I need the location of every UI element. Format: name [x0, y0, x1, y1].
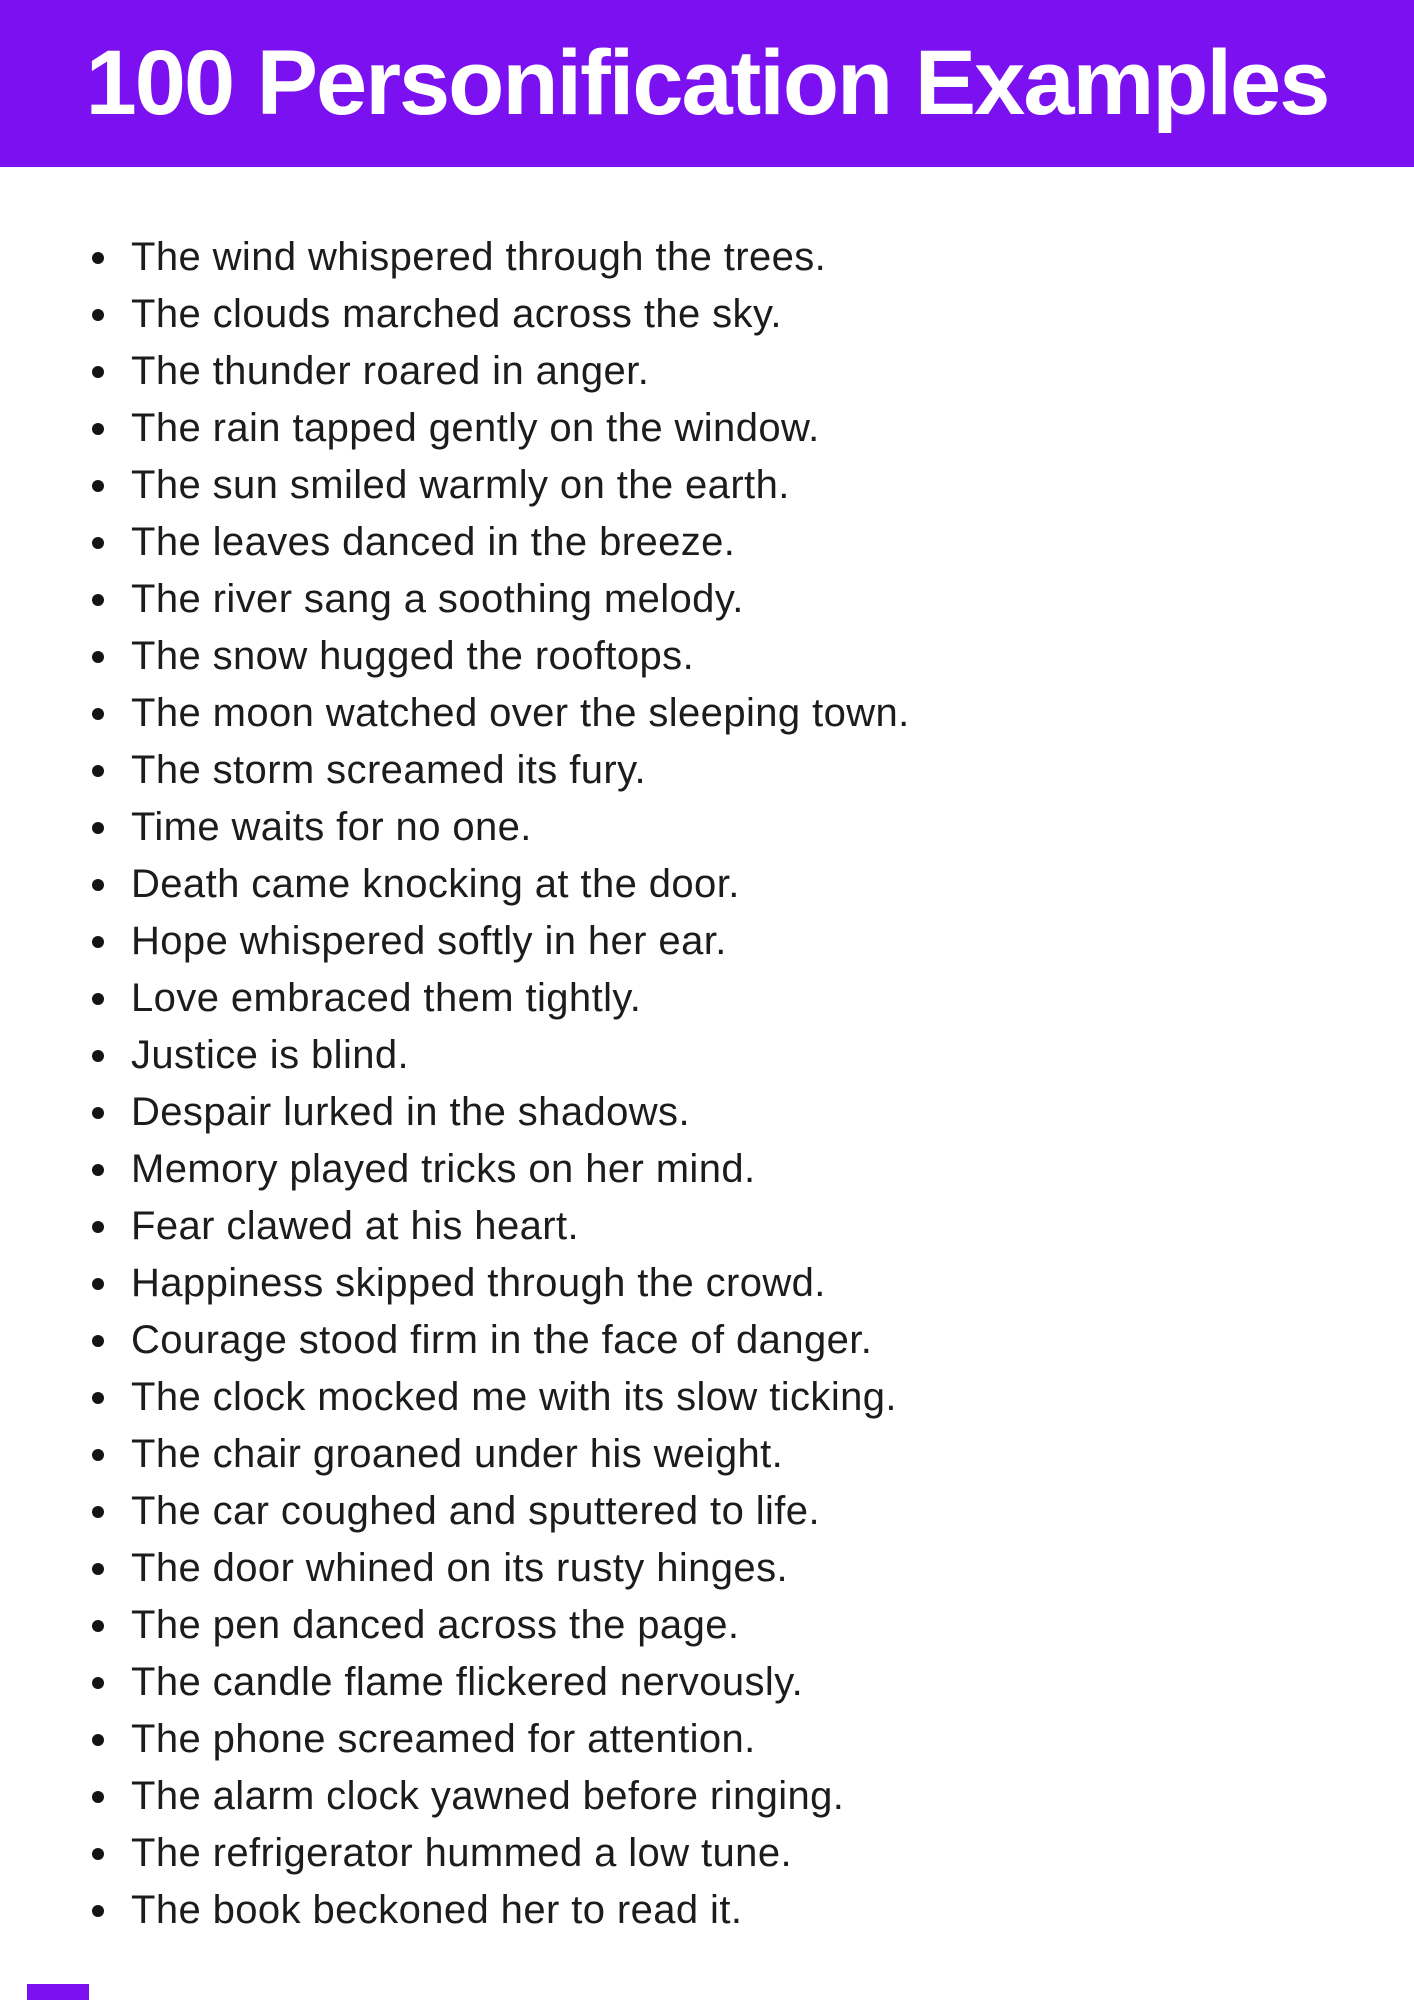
bullet-icon	[92, 1050, 104, 1062]
list-item	[0, 1255, 1414, 1312]
bullet-icon	[92, 1107, 104, 1119]
next-page-banner-peek	[27, 1984, 89, 2000]
example-text: The candle flame flickered nervously.	[131, 1660, 804, 1704]
list-item	[0, 856, 1414, 913]
bullet-icon	[92, 993, 104, 1005]
bullet-icon	[92, 1905, 104, 1917]
bullet-icon	[92, 252, 104, 264]
example-text: The thunder roared in anger.	[131, 349, 650, 393]
list-item	[0, 1483, 1414, 1540]
example-text: The leaves danced in the breeze.	[131, 520, 736, 564]
bullet-icon	[92, 1791, 104, 1803]
example-text: Happiness skipped through the crowd.	[131, 1261, 826, 1305]
list-item	[0, 799, 1414, 856]
bullet-icon	[92, 1506, 104, 1518]
example-text: The clouds marched across the sky.	[131, 292, 782, 336]
list-item	[0, 286, 1414, 343]
example-text: The sun smiled warmly on the earth.	[131, 463, 790, 507]
list-item	[0, 1597, 1414, 1654]
list-item	[0, 913, 1414, 970]
example-text: The door whined on its rusty hinges.	[131, 1546, 788, 1590]
list-item	[0, 400, 1414, 457]
example-text: Love embraced them tightly.	[131, 976, 642, 1020]
bullet-icon	[92, 651, 104, 663]
example-text: The rain tapped gently on the window.	[131, 406, 820, 450]
example-text: Hope whispered softly in her ear.	[131, 919, 727, 963]
list-item	[0, 514, 1414, 571]
example-text: The snow hugged the rooftops.	[131, 634, 695, 678]
bullet-icon	[92, 765, 104, 777]
bullet-icon	[92, 1221, 104, 1233]
example-text: The clock mocked me with its slow ticking.	[131, 1375, 897, 1419]
bullet-icon	[92, 423, 104, 435]
example-text: The book beckoned her to read it.	[131, 1888, 743, 1932]
list-item	[0, 457, 1414, 514]
list-item	[0, 628, 1414, 685]
list-item	[0, 1540, 1414, 1597]
list-item	[0, 742, 1414, 799]
example-text: The phone screamed for attention.	[131, 1717, 756, 1761]
example-text: The storm screamed its fury.	[131, 748, 647, 792]
list-item	[0, 1084, 1414, 1141]
bullet-icon	[92, 1620, 104, 1632]
bullet-icon	[92, 480, 104, 492]
list-item	[0, 970, 1414, 1027]
examples-list	[0, 229, 1414, 1939]
example-text: Justice is blind.	[131, 1033, 410, 1077]
example-text: The pen danced across the page.	[131, 1603, 740, 1647]
bullet-icon	[92, 309, 104, 321]
title-banner	[0, 0, 1414, 167]
list-item	[0, 1768, 1414, 1825]
list-item	[0, 1141, 1414, 1198]
list-item	[0, 1426, 1414, 1483]
bullet-icon	[92, 1392, 104, 1404]
example-text: The refrigerator hummed a low tune.	[131, 1831, 792, 1875]
example-text: The wind whispered through the trees.	[131, 235, 827, 279]
list-item	[0, 1711, 1414, 1768]
list-item	[0, 1027, 1414, 1084]
list-item	[0, 1825, 1414, 1882]
bullet-icon	[92, 879, 104, 891]
list-item	[0, 571, 1414, 628]
bullet-icon	[92, 708, 104, 720]
bullet-icon	[92, 1335, 104, 1347]
bullet-icon	[92, 1734, 104, 1746]
example-text: The moon watched over the sleeping town.	[131, 691, 910, 735]
bullet-icon	[92, 1848, 104, 1860]
example-text: The river sang a soothing melody.	[131, 577, 744, 621]
bullet-icon	[92, 366, 104, 378]
bullet-icon	[92, 822, 104, 834]
bullet-icon	[92, 1449, 104, 1461]
list-item	[0, 343, 1414, 400]
bullet-icon	[92, 594, 104, 606]
list-item	[0, 229, 1414, 286]
example-text: Courage stood firm in the face of danger.	[131, 1318, 873, 1362]
list-item	[0, 1882, 1414, 1939]
bullet-icon	[92, 537, 104, 549]
bullet-icon	[92, 1164, 104, 1176]
example-text: The alarm clock yawned before ringing.	[131, 1774, 845, 1818]
example-text: Fear clawed at his heart.	[131, 1204, 579, 1248]
list-item	[0, 685, 1414, 742]
bullet-icon	[92, 1563, 104, 1575]
list-item	[0, 1198, 1414, 1255]
list-item	[0, 1654, 1414, 1711]
example-text: Memory played tricks on her mind.	[131, 1147, 756, 1191]
bullet-icon	[92, 936, 104, 948]
example-text: Death came knocking at the door.	[131, 862, 740, 906]
list-item	[0, 1369, 1414, 1426]
bullet-icon	[92, 1278, 104, 1290]
example-text: Despair lurked in the shadows.	[131, 1090, 690, 1134]
example-text: The car coughed and sputtered to life.	[131, 1489, 820, 1533]
example-text: Time waits for no one.	[131, 805, 532, 849]
page-title: 100 Personification Examples	[85, 32, 1329, 134]
example-text: The chair groaned under his weight.	[131, 1432, 784, 1476]
list-item	[0, 1312, 1414, 1369]
bullet-icon	[92, 1677, 104, 1689]
